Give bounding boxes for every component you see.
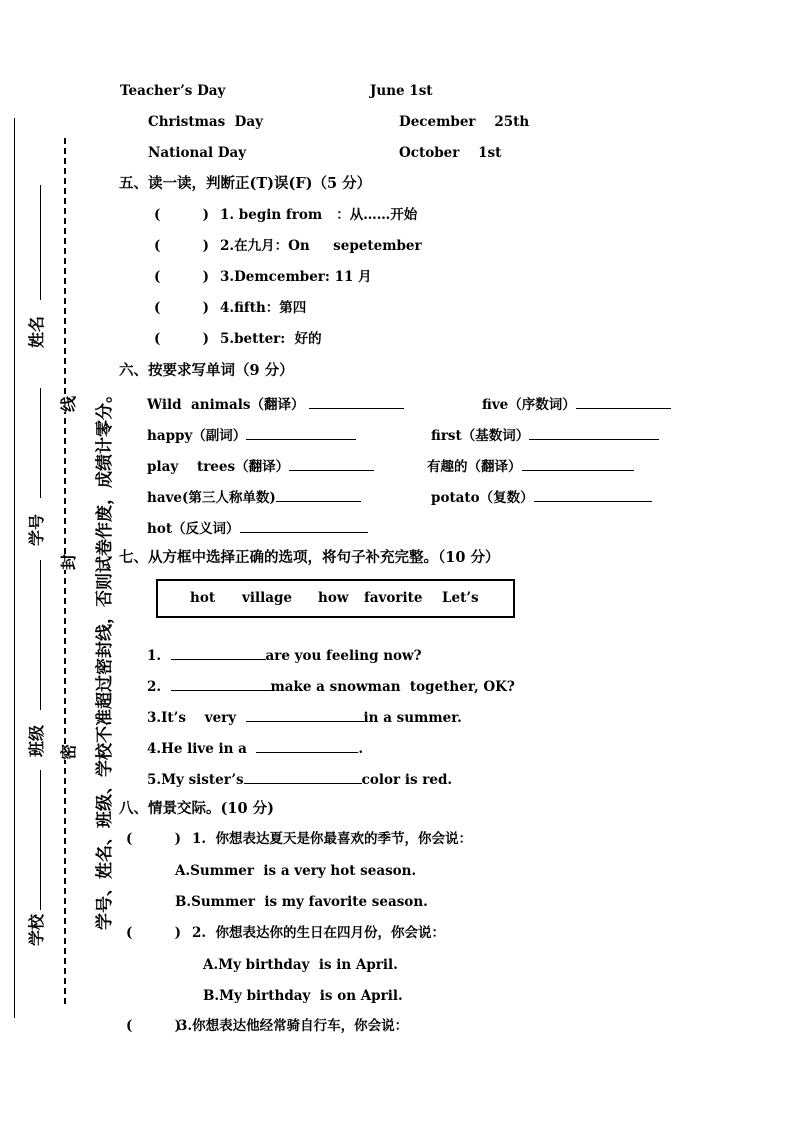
tf-item: 5.better: 好的: [220, 331, 322, 347]
seal-mark-xian: 线: [56, 396, 79, 412]
school-blank: [40, 770, 41, 910]
section-7-title: 七、从方框中选择正确的选项，将句子补充完整。（10 分）: [119, 549, 500, 566]
answer-paren: ( ): [154, 300, 210, 316]
word-bank-option: hot: [190, 590, 216, 606]
tf-item: 3.Demcember: 11 月: [220, 269, 372, 285]
option-a: A.Summer is a very hot season.: [175, 863, 417, 879]
fill-sentence: 5.My sister’s color is red.: [147, 772, 453, 788]
tf-item: 1. begin from ：从……开始: [220, 207, 418, 223]
word-bank-option: favorite: [364, 590, 423, 606]
situation-question: 1. 你想表达夏天是你最喜欢的季节，你会说：: [192, 831, 472, 847]
tf-item: 2.在九月：On sepetember: [220, 238, 422, 254]
answer-paren: ( ): [154, 269, 210, 285]
seal-mark-feng: 封: [56, 554, 79, 570]
date-name: National Day: [148, 145, 247, 161]
section-5-title: 五、读一读，判断正(T)误(F)（5 分）: [119, 175, 372, 192]
option-b: B.Summer is my favorite season.: [175, 894, 428, 910]
binding-edge-line: [14, 118, 15, 1018]
answer-paren: ( ): [126, 831, 182, 847]
word-task: potato（复数）: [431, 489, 652, 506]
answer-paren: ( ): [154, 238, 210, 254]
date-name: Christmas Day: [148, 114, 263, 130]
answer-paren: ( ): [126, 1018, 182, 1034]
seal-mark-mi: 密: [56, 744, 79, 760]
word-task: happy（副词）: [147, 427, 356, 444]
answer-paren: ( ): [126, 925, 182, 941]
section-6-title: 六、按要求写单词（9 分）: [119, 362, 294, 379]
seal-notice: 学号、姓名、班级、学校不准超过密封线，否则试卷作废，成绩计零分。: [95, 386, 115, 930]
date-value: October 1st: [399, 145, 502, 161]
class-label: 班级: [27, 724, 46, 757]
number-label: 学号: [27, 513, 46, 546]
word-task: five（序数词）: [482, 396, 671, 413]
word-bank-option: how: [318, 590, 349, 606]
word-task: Wild animals（翻译）: [147, 396, 404, 413]
option-b: B.My birthday is on April.: [203, 988, 403, 1004]
word-bank-option: village: [242, 590, 293, 606]
class-blank: [40, 560, 41, 710]
fill-sentence: 3.It’s very in a summer.: [147, 710, 462, 726]
section-8-title: 八、情景交际。(10 分): [119, 800, 274, 817]
word-task: have(第三人称单数): [147, 489, 361, 506]
word-bank-option: Let’s: [442, 590, 479, 606]
fill-sentence: 1. are you feeling now?: [147, 648, 422, 664]
number-blank: [40, 388, 41, 498]
fill-sentence: 2. make a snowman together, OK?: [147, 679, 515, 695]
word-task: 有趣的（翻译）: [427, 458, 634, 475]
date-value: June 1st: [370, 83, 433, 99]
name-label: 姓名: [27, 315, 46, 348]
situation-question: 3.你想表达他经常骑自行车，你会说：: [178, 1018, 409, 1034]
situation-question: 2. 你想表达你的生日在四月份，你会说：: [192, 925, 445, 941]
word-task: hot（反义词）: [147, 520, 368, 537]
name-blank: [40, 185, 41, 300]
date-name: Teacher’s Day: [120, 83, 226, 99]
answer-paren: ( ): [154, 331, 210, 347]
word-task: play trees（翻译）: [147, 458, 374, 475]
option-a: A.My birthday is in April.: [203, 957, 398, 973]
fill-sentence: 4.He live in a .: [147, 741, 364, 757]
word-task: first（基数词）: [431, 427, 659, 444]
answer-paren: ( ): [154, 207, 210, 223]
date-value: December 25th: [399, 114, 530, 130]
tf-item: 4.fifth：第四: [220, 300, 307, 316]
school-label: 学校: [27, 913, 46, 946]
seal-dashed-line: [64, 138, 66, 1004]
